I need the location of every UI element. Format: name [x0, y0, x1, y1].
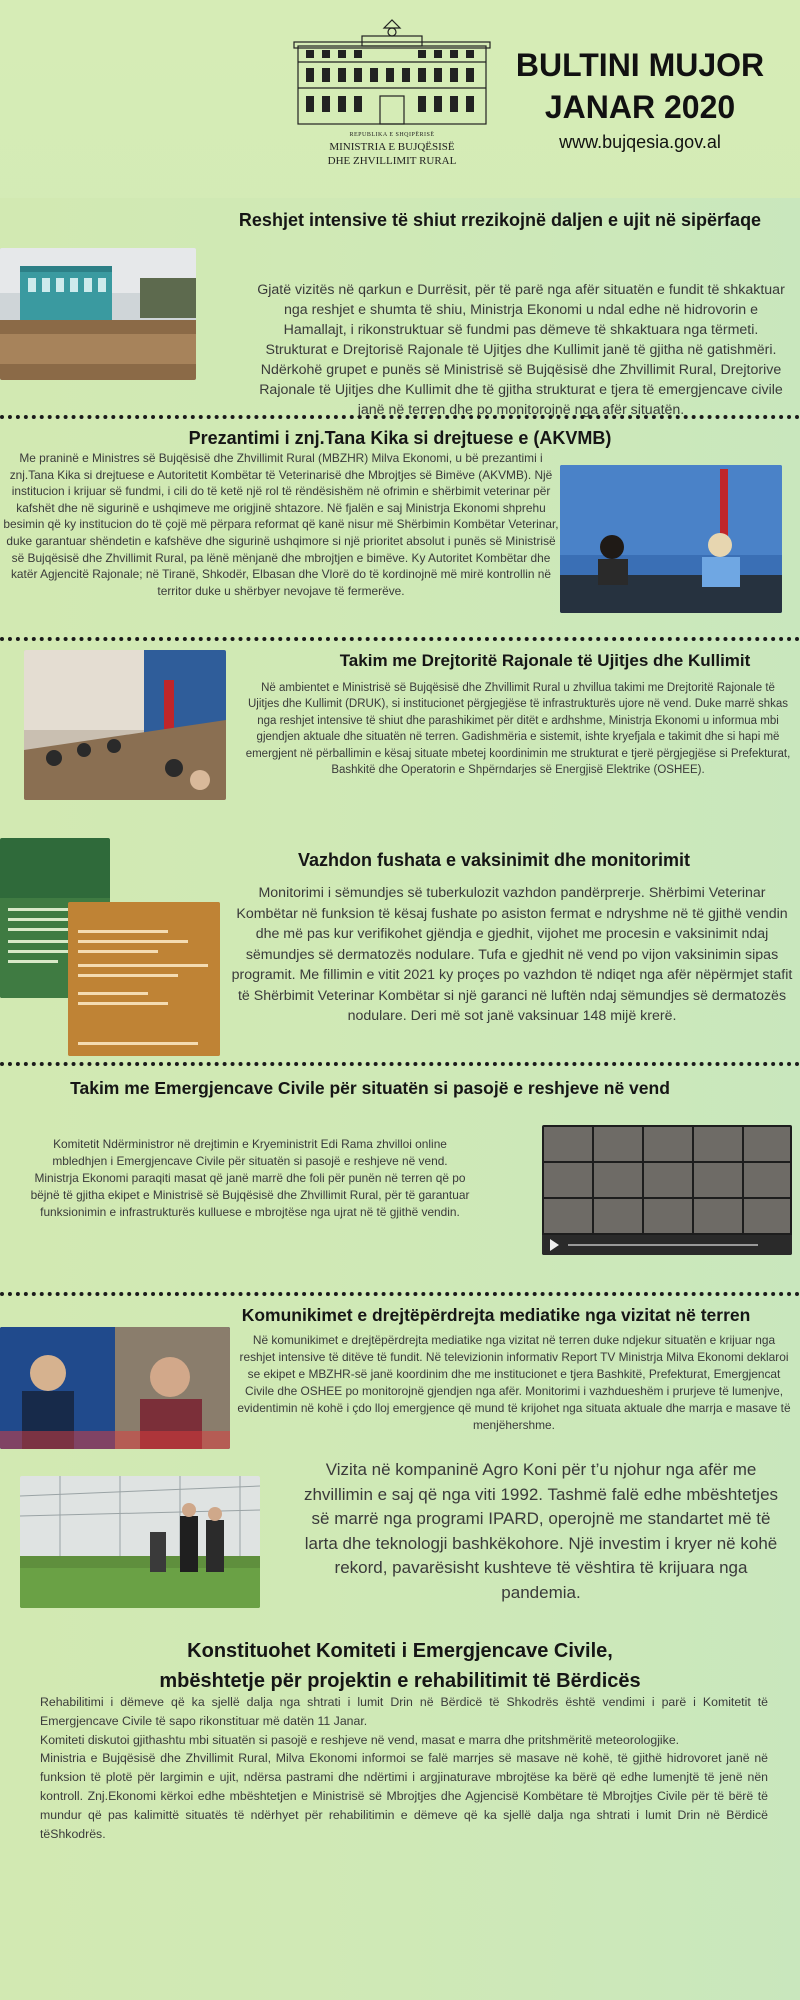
section-7-body: Vizita në kompaninë Agro Koni për t’u njohur nga afër me zhvillimin e saj që nga viti 1992. Tashmë falë edhe mbështetjes së marrë nga programi IPARD, operojnë me standartet më të larta dhe teknologji bashkëkohore. Një investim i kryer në kohë rekord, pavarësisht kushteve të vështira të krijuara nga pandemia. [303, 1460, 779, 1602]
section-5-heading: Takim me Emergjencave Civile për situatën si pasojë e reshjeve në vend [70, 1078, 670, 1098]
section-8-paragraph-1: Rehabilitimi i dëmeve që ka sjellë dalja nga shtrati i lumit Drin në Bërdicë të Shkodrës është vendimi i parë i Komitetit të Emergjencave Civile të sapo rikonstituar më datën 11 Janar. [40, 1695, 768, 1728]
section-6-body: Në komunikimet e drejtëpërdrejta mediatike nga vizitat në terren duke ndjekur situatën e krijuar nga reshjet intensive të ditëve të fundit. Në televizionin informativ Report TV Ministrja Milva Ekonomi deklaroi se ekipet e MBZHR-së janë koordinim dhe me institucionet e tjera Bashkitë, Prefekturat, Emergjencat Civile dhe OSHEE po monitorojnë gjendjen nga afër. Monitorimi i vazhdueshëm i prurjeve të lumenjve, evidentimin në kohë i çdo lloj emergjence që mund të krijohet nga situata aktuale dhe marrja e masave të menjëhershme. [237, 1333, 791, 1432]
section-2-body: Me praninë e Ministres së Bujqësisë dhe Zhvillimit Rural (MBZHR) Milva Ekonomi, u bë prezantimi i znj.Tana Kika si drejtuese e Autoritetit Kombëtar të Veterinarisë dhe Mbrojtjes së Bimëve (AKVMB). Një institucion i krijuar së fundmi, i cili do të ketë një rol të rëndësishëm në ofrimin e shërbimit veterinar për kafshët dhe në sigurinë e ushqimeve me origjinë shtazore. Në fjalën e saj Ministrja Ekonomi shprehu besimin që ky institucion do të çojë më përpara reformat që kanë nisur më Shërbimin Kombëtar Veterinar, duke garantuar shëndetin e kafshëve dhe sigurinë ushqimore si një prioritet absolut i punës së Ministrisë së Bujqësisë dhe Zhvillimit Rural, pa lënë mënjanë dhe mbrojtjen e bimëve. Ky Autoritet Kombëtar dhe katër Agjencitë Rajonale; në Tiranë, Shkodër, Elbasan dhe Vlorë do të kordinojnë më mirë kontrollin në territor duke u shërbyer nevojave të fermerëve. [3, 451, 559, 598]
section-7-greenhouse-photo [20, 1476, 260, 1608]
website-link[interactable]: www.bujqesia.gov.al [559, 132, 721, 152]
section-6-heading: Komunikimet e drejtëpërdrejta mediatike nga vizitat në terren [241, 1305, 751, 1325]
section-8-heading-line-2: mbështetje për projektin e rehabilitimit të Bërdicës [159, 1670, 641, 1692]
bulletin-title [500, 44, 780, 128]
title-line-1: BULTINI MUJOR [515, 47, 765, 83]
section-8-body [40, 1693, 768, 1843]
section-4-infographic-orange [68, 902, 220, 1056]
section-3-photo [24, 650, 226, 800]
section-2-photo [560, 465, 782, 613]
section-3-body: Në ambientet e Ministrisë së Bujqësisë dhe Zhvillimit Rural u zhvillua takimi me Drejtoritë Rajonale të Ujitjes dhe Kullimit (DRUK), si institucionet përgjegjëse të infrastrukturës ujore në vend. Duke marrë shkas nga reshjet intensive të shiut dhe parashikimet për ditët e ardhshme, Ministrja Ekonomi u informua mbi gjendjen aktuale dhe situatën në terren. Gadishmëria e sistemit, ishte kryefjala e takimit dhe si hapi më emergjent në përballimin e kësaj situate mbetej koordinimin me strukturat e tjerë përgjegjëse si Prefekturat, Bashkitë dhe Operatorin e Shpërndarjes së Energjisë Elektrike (OSHEE). [245, 682, 791, 777]
section-5-body: Komitetit Ndërministror në drejtimin e Kryeministrit Edi Rama zhvilloi online mbledhjen i Emergjencave Civile për situatën si pasojë e reshjeve në vend. Ministrja Ekonomi paraqiti masat që janë marrë dhe foli për punën në terren që po bëjnë të gjitha ekipet e Ministrisë së Bujqësisë dhe Zhvillimit Rural, për të garantuar funksionimin e infrastrukturës kulluese e mbrojtëse nga ujrat në të gjithë vendin. [30, 1137, 470, 1219]
ministry-building-icon [292, 18, 492, 130]
section-2-heading: Prezantimi i znj.Tana Kika si drejtuese e (AKVMB) [188, 428, 612, 448]
section-8-paragraph-2: Komiteti diskutoi gjithashtu mbi situatën si pasojë e reshjeve në vend, masat e marra dhe pritshmëritë meteorologjike. [40, 1732, 680, 1747]
title-line-2: JANAR 2020 [544, 89, 736, 125]
section-5-video-grid [542, 1125, 792, 1255]
section-6-tv-photo [0, 1327, 230, 1449]
republic-line: REPUBLIKA E SHQIPËRISË [349, 132, 435, 138]
divider-2 [0, 637, 800, 641]
ministry-line-2: DHE ZHVILLIMIT RURAL [327, 155, 457, 167]
divider-1 [0, 415, 800, 419]
section-4-heading: Vazhdon fushata e vaksinimit dhe monitorimit [297, 850, 691, 870]
section-8-paragraph-3: Ministria e Bujqësisë dhe Zhvillimit Rural, Milva Ekonomi informoi se falë marrjes së masave në kohë, të gjithë hidrovoret janë në funksion të plotë për largimin e ujit, ndërsa pastrami dhe ndërtimi i argjinaturave mbrojtëse ka bërë që edhe lumenjtë të jenë nën kontroll. Znj.Ekonomi kërkoi edhe mbështetjen e Ministrisë së Mbrojtjes dhe Agjencisë Kombëtare të Mbrojtjes Civile për të bërë të mundur që pas kalimittë situatës të ndërhyet për rehabilitimin e dëmeve që ka sjellë dalja nga shtrati i lumit Drin në Bërdicë tëShkodrës. [40, 1751, 768, 1841]
divider-3 [0, 1062, 800, 1066]
section-8-heading [40, 1636, 760, 1696]
section-4-body: Monitorimi i sëmundjes së tuberkulozit vazhdon pandërprerje. Shërbimi Veterinar Kombëtar në funksion të kësaj fushate po asiston fermat e ndryshme në të gjithë vendin dhe më pas kur verifikohet gjëndja e gjedhit, vijohet me procesin e vaksinimit ndaj sëmundjes së dermatozës nodulare. Tufa e gjedhit në vend po vijon vaksinimin sipas programit. Me fillimin e vitit 2021 ky proçes po vazhdon të ndiqet nga afër nëpërmjet stafit të Shërbimit Veterinar Kombëtar si një garanci në luftën ndaj sëmundjes së dermatozës nodulare. Deri më sot janë vaksinuar 148 mijë krerë. [231, 885, 793, 1024]
ministry-line-1: MINISTRIA E BUJQËSISË [329, 141, 455, 153]
section-8-heading-line-1: Konstituohet Komiteti i Emergjencave Civile, [187, 1640, 613, 1662]
section-1-photo [0, 248, 196, 380]
section-1-body: Gjatë vizitës në qarkun e Durrësit, për të parë nga afër situatën e fundit të shkaktuar nga reshjet e shumta të shiu, Ministrja Ekonomi u ndal edhe në hidrovorin e Hamallajt, i rikonstruktuar së fundmi pas dëmeve të shkaktuara nga tërmeti. Strukturat e Drejtorisë Rajonale të Ujitjes dhe Kullimit janë të gjitha në gatishmëri. Ndërkohë grupet e punës së Ministrisë së Bujqësisë dhe Zhvillimit Rural, Drejtorive Rajonale të Ujitjes dhe Kullimit dhe të gjitha strukturat e tjera të emergjencave civile janë në terren dhe po monitorojnë nga afër situatën. [257, 282, 785, 418]
section-3-heading: Takim me Drejtoritë Rajonale të Ujitjes dhe Kullimit [339, 651, 751, 670]
section-1-heading: Reshjet intensive të shiut rrezikojnë daljen e ujit në sipërfaqe [238, 210, 762, 230]
divider-4 [0, 1292, 800, 1296]
ministry-logo [292, 18, 492, 168]
